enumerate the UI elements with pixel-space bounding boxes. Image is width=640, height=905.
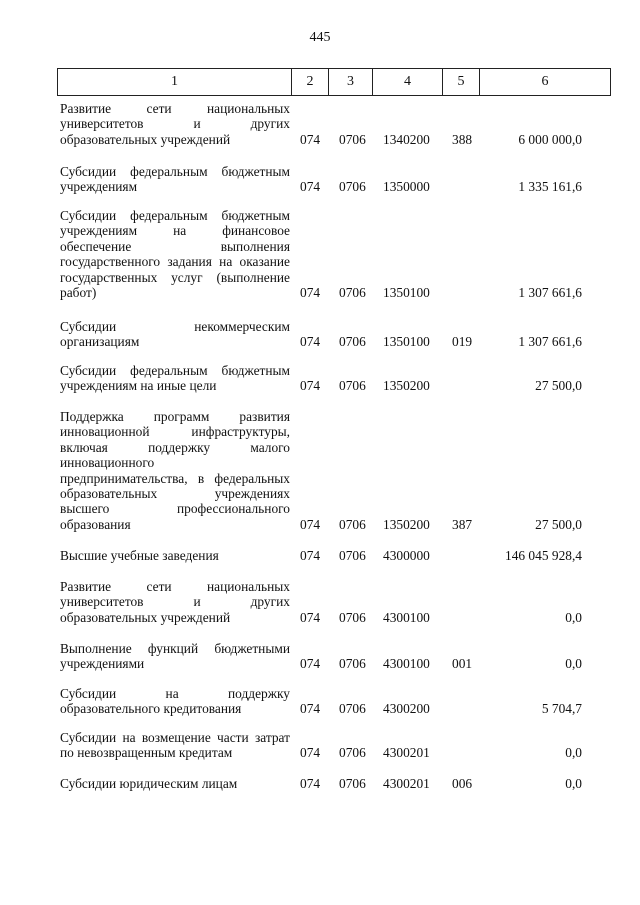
ministry-code: 074 bbox=[300, 516, 321, 532]
description-line: по невозвращенным кредитам bbox=[60, 745, 233, 761]
expense-type-code: 006 bbox=[452, 776, 473, 791]
description-line: обеспечение выполнения bbox=[60, 238, 290, 254]
description-line: образовательных учреждений bbox=[60, 609, 231, 625]
description-line: Развитие сети национальных bbox=[60, 101, 290, 116]
target-article-code: 4300100 bbox=[383, 609, 430, 625]
amount: 6 000 000,0 bbox=[518, 131, 582, 147]
amount: 0,0 bbox=[565, 745, 582, 761]
expense-type-code: 387 bbox=[452, 516, 473, 532]
description-line: учреждениям на финансовое bbox=[60, 223, 290, 239]
amount: 1 335 161,6 bbox=[518, 179, 582, 195]
row-description bbox=[60, 101, 290, 147]
ministry-code: 074 bbox=[300, 548, 321, 563]
row-description bbox=[60, 686, 290, 717]
description-line: инновационного bbox=[60, 455, 155, 471]
header-col-6: 6 bbox=[480, 69, 611, 96]
row-description bbox=[60, 579, 290, 625]
description-line: включая поддержку малого bbox=[60, 439, 290, 455]
section-code: 0706 bbox=[339, 378, 366, 394]
section-code: 0706 bbox=[339, 745, 366, 761]
description-line: образования bbox=[60, 516, 131, 532]
ministry-code: 074 bbox=[300, 378, 321, 394]
ministry-code: 074 bbox=[300, 285, 321, 300]
row-description bbox=[60, 730, 290, 761]
description-line: Субсидии федеральным бюджетным bbox=[60, 208, 290, 223]
description-line: Субсидии федеральным бюджетным bbox=[60, 363, 290, 378]
ministry-code: 074 bbox=[300, 131, 321, 147]
amount: 0,0 bbox=[565, 609, 582, 625]
description-line: учреждениям bbox=[60, 179, 138, 195]
description-line: университетов и других bbox=[60, 116, 290, 132]
expense-type-code: 019 bbox=[452, 334, 473, 350]
description-line: государственных услуг (выполнение bbox=[60, 269, 290, 285]
description-line: учреждениями bbox=[60, 656, 145, 672]
amount: 146 045 928,4 bbox=[505, 548, 582, 563]
header-col-4: 4 bbox=[373, 69, 443, 96]
section-code: 0706 bbox=[339, 334, 366, 350]
page-number: 445 bbox=[309, 30, 331, 45]
row-description bbox=[60, 363, 290, 394]
description-line: Субсидии на поддержку bbox=[60, 686, 290, 701]
row-description bbox=[60, 776, 290, 791]
description-line: Развитие сети национальных bbox=[60, 579, 290, 594]
ministry-code: 074 bbox=[300, 701, 321, 717]
section-code: 0706 bbox=[339, 548, 366, 563]
section-code: 0706 bbox=[339, 776, 366, 791]
target-article-code: 1350000 bbox=[383, 179, 430, 195]
description-line: Субсидии юридическим лицам bbox=[60, 776, 238, 791]
description-line: образовательных учреждений bbox=[60, 131, 231, 147]
target-article-code: 4300201 bbox=[383, 776, 430, 791]
target-article-code: 1350200 bbox=[383, 378, 430, 394]
expense-type-code: 001 bbox=[452, 656, 473, 672]
description-line: работ) bbox=[60, 285, 97, 301]
amount: 0,0 bbox=[565, 656, 582, 672]
amount: 27 500,0 bbox=[535, 516, 582, 532]
table-header bbox=[57, 68, 611, 96]
header-col-3: 3 bbox=[329, 69, 373, 96]
description-line: университетов и других bbox=[60, 594, 290, 610]
row-description bbox=[60, 548, 290, 563]
row-description bbox=[60, 164, 290, 195]
target-article-code: 1350200 bbox=[383, 516, 430, 532]
target-article-code: 4300201 bbox=[383, 745, 430, 761]
target-article-code: 4300100 bbox=[383, 656, 430, 672]
amount: 0,0 bbox=[565, 776, 582, 791]
section-code: 0706 bbox=[339, 285, 366, 300]
section-code: 0706 bbox=[339, 609, 366, 625]
target-article-code: 1340200 bbox=[383, 131, 430, 147]
target-article-code: 1350100 bbox=[383, 334, 430, 350]
description-line: государственного задания на оказание bbox=[60, 254, 290, 270]
header-col-5: 5 bbox=[443, 69, 480, 96]
amount: 27 500,0 bbox=[535, 378, 582, 394]
ministry-code: 074 bbox=[300, 745, 321, 761]
section-code: 0706 bbox=[339, 516, 366, 532]
expense-type-code: 388 bbox=[452, 131, 473, 147]
ministry-code: 074 bbox=[300, 776, 321, 791]
header-row bbox=[58, 69, 611, 96]
section-code: 0706 bbox=[339, 131, 366, 147]
description-line: организациям bbox=[60, 334, 140, 350]
description-line: образовательного кредитования bbox=[60, 701, 242, 717]
description-line: учреждениям на иные цели bbox=[60, 378, 217, 394]
description-line: Выполнение функций бюджетными bbox=[60, 641, 290, 656]
description-line: образовательных учреждениях bbox=[60, 486, 290, 502]
target-article-code: 4300000 bbox=[383, 548, 430, 563]
target-article-code: 1350100 bbox=[383, 285, 430, 300]
target-article-code: 4300200 bbox=[383, 701, 430, 717]
row-description bbox=[60, 319, 290, 350]
description-line: Поддержка программ развития bbox=[60, 409, 290, 424]
description-line: инновационной инфраструктуры, bbox=[60, 424, 290, 440]
amount: 5 704,7 bbox=[541, 701, 582, 717]
ministry-code: 074 bbox=[300, 179, 321, 195]
row-description bbox=[60, 208, 290, 300]
ministry-code: 074 bbox=[300, 656, 321, 672]
description-line: Субсидии на возмещение части затрат bbox=[60, 730, 290, 745]
description-line: Высшие учебные заведения bbox=[60, 548, 219, 563]
description-line: предпринимательства, в федеральных bbox=[60, 470, 290, 486]
description-line: высшего профессионального bbox=[60, 501, 290, 517]
ministry-code: 074 bbox=[300, 609, 321, 625]
row-description bbox=[60, 641, 290, 672]
ministry-code: 074 bbox=[300, 334, 321, 350]
row-description bbox=[60, 409, 290, 532]
header-col-1: 1 bbox=[58, 69, 292, 96]
description-line: Субсидии федеральным бюджетным bbox=[60, 164, 290, 179]
amount: 1 307 661,6 bbox=[518, 285, 582, 300]
header-col-2: 2 bbox=[292, 69, 329, 96]
amount: 1 307 661,6 bbox=[518, 334, 582, 350]
section-code: 0706 bbox=[339, 701, 366, 717]
section-code: 0706 bbox=[339, 656, 366, 672]
section-code: 0706 bbox=[339, 179, 366, 195]
description-line: Субсидии некоммерческим bbox=[60, 319, 290, 334]
